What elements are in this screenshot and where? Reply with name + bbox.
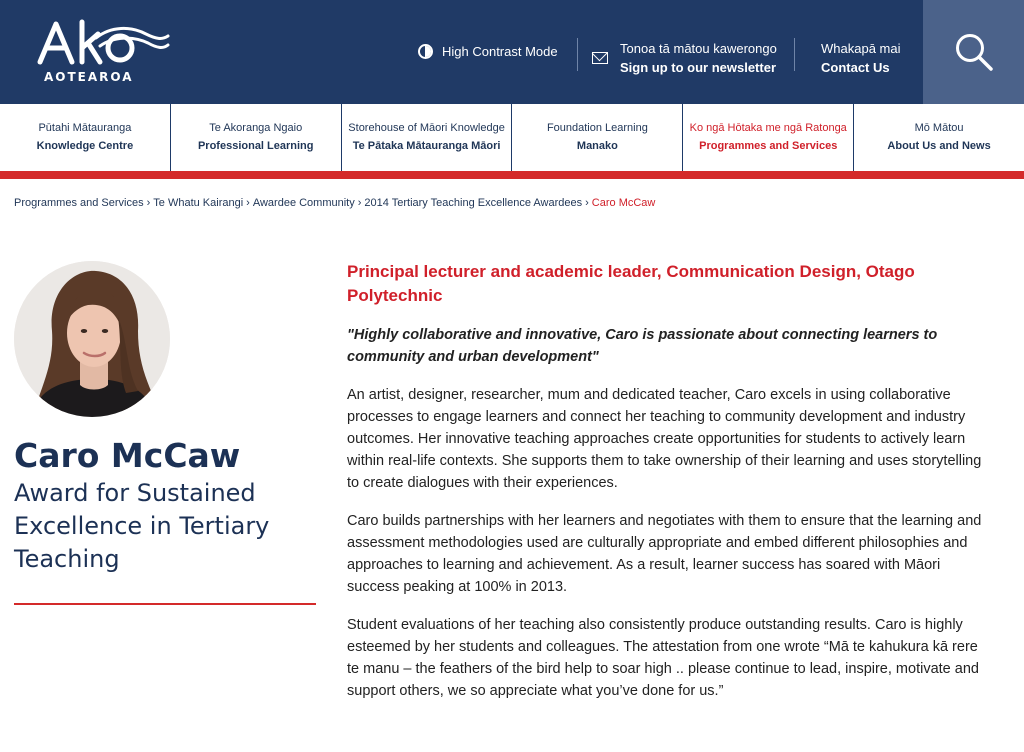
body-paragraph: Caro builds partnerships with her learners and negotiates with them to ensure that the learning and assessment methodologies used are culturally appropriate and embed different philosophies and approaches to learning and achievement. As a result, learner success has soared with Māori success peaking at 100% in 2013. (347, 513, 982, 595)
mail-icon (592, 52, 608, 64)
contrast-icon (418, 44, 433, 59)
main-nav (0, 104, 1024, 171)
contact-line2: Contact Us (821, 60, 890, 75)
nav-item-foundation-learning[interactable] (512, 104, 683, 171)
contact-line1: Whakapā mai (821, 41, 901, 56)
profile-award: Award for Sustained Excellence in Tertiary Teaching (14, 479, 270, 573)
portrait-image (14, 261, 170, 417)
newsletter-line2: Sign up to our newsletter (620, 60, 777, 75)
newsletter-line1: Tonoa tā mātou kawerongo (620, 41, 777, 56)
search-icon (953, 31, 995, 73)
breadcrumb-separator: › (585, 197, 589, 209)
newsletter-link[interactable] (592, 40, 777, 76)
breadcrumb-link[interactable]: Programmes and Services (14, 197, 144, 209)
nav-item-bottom-label: Te Pātaka Mātauranga Māori (352, 140, 501, 152)
nav-item-professional-learning[interactable] (171, 104, 342, 171)
main-content (347, 260, 987, 702)
breadcrumb-link[interactable]: Awardee Community (252, 197, 355, 209)
breadcrumb-link[interactable]: 2014 Tertiary Teaching Excellence Awardees (364, 197, 583, 209)
nav-item-programmes-services[interactable] (683, 104, 854, 171)
body-paragraph: Student evaluations of her teaching also consistently produce outstanding results. Caro is highly esteemed by her students and colleagues. The attestation from one wrote “Mā te kahukura kā rere te manu – the feathers of the bird help to soar high .. please continue to lead, inspire, motivate and support others, we so appreciate what you’ve done for us.” (347, 617, 979, 699)
logo-subtitle: AOTEAROA (44, 70, 134, 84)
nav-item-about-us[interactable] (854, 104, 1024, 171)
pull-quote: "Highly collaborative and innovative, Caro is passionate about connecting learners to community and urban development" (347, 327, 938, 365)
nav-item-top-label: Storehouse of Māori Knowledge (348, 122, 505, 134)
breadcrumb-link[interactable]: Te Whatu Kairangi (153, 197, 244, 209)
profile-divider (14, 603, 316, 605)
profile-photo (14, 261, 170, 417)
nav-item-top-label: Ko ngā Hōtaka me ngā Ratonga (689, 122, 847, 134)
breadcrumb-separator: › (146, 197, 151, 209)
body-paragraph: An artist, designer, researcher, mum and dedicated teacher, Caro excels in using collaborative processes to engage learners and connect her teaching to community development and industry outcomes. Her innovative teaching approaches create opportunities for students to actively learn within real-life contexts. She supports them to take ownership of their learning and uses storytelling to create dialogues with their experiences. (347, 387, 982, 491)
search-button[interactable] (923, 0, 1024, 104)
nav-item-top-label: Mō Mātou (914, 122, 964, 134)
nav-item-bottom-label: Professional Learning (197, 140, 314, 152)
nav-item-bottom-label: Manako (576, 140, 618, 152)
site-header (0, 0, 1024, 104)
high-contrast-label: High Contrast Mode (442, 44, 558, 59)
header-divider (577, 38, 578, 71)
header-divider (794, 38, 795, 71)
nav-item-top-label: Pūtahi Mātauranga (38, 122, 132, 134)
contact-link[interactable] (821, 40, 900, 76)
nav-item-maori-knowledge[interactable] (342, 104, 513, 171)
logo-wordmark (36, 18, 171, 70)
profile-name: Caro McCaw (14, 436, 241, 475)
nav-item-top-label: Te Akoranga Ngaio (209, 122, 303, 134)
high-contrast-toggle[interactable] (418, 44, 558, 59)
nav-item-bottom-label: Programmes and Services (699, 140, 838, 152)
nav-item-top-label: Foundation Learning (546, 122, 648, 134)
breadcrumb-separator: › (357, 197, 362, 209)
nav-item-knowledge-centre[interactable] (0, 104, 171, 171)
breadcrumb (14, 197, 655, 209)
nav-accent-bar (0, 171, 1024, 179)
nav-item-bottom-label: Knowledge Centre (36, 140, 134, 152)
ako-aotearoa-logo[interactable] (36, 18, 176, 88)
breadcrumb-separator: › (246, 197, 250, 209)
role-heading: Principal lecturer and academic leader, Communication Design, Otago Polytechnic (347, 262, 915, 305)
breadcrumb-current: Caro McCaw (591, 197, 656, 209)
nav-item-bottom-label: About Us and News (887, 140, 991, 152)
